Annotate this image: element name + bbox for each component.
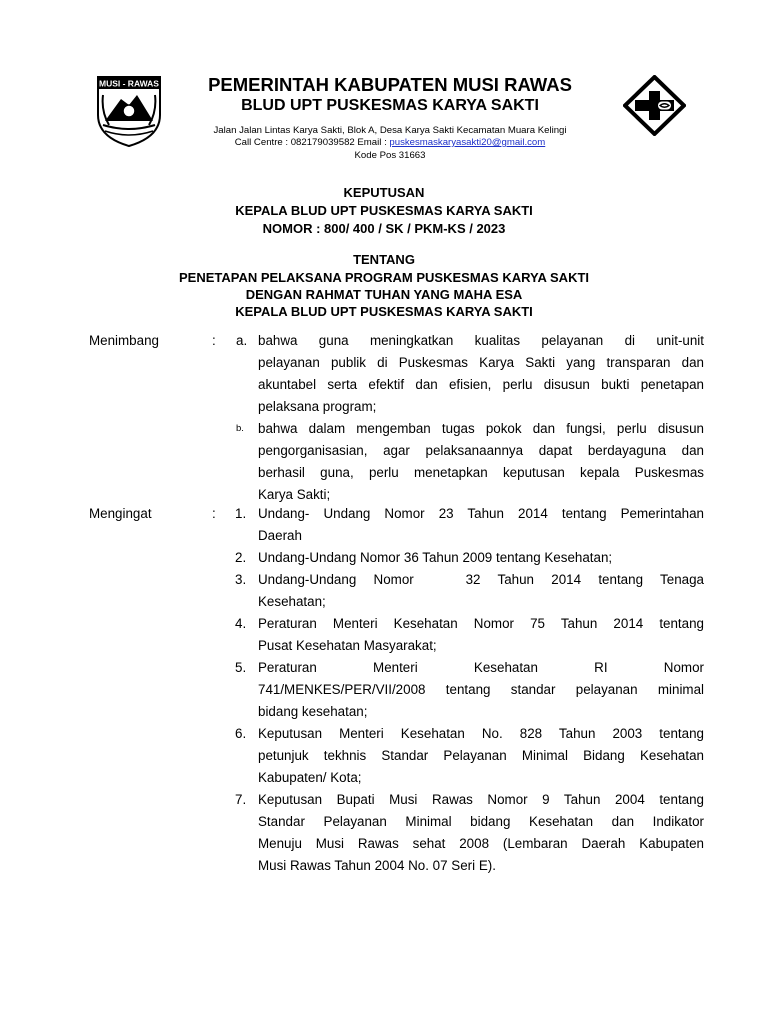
item-marker: 1. xyxy=(235,506,247,521)
text-line: bahwa guna meningkatkan kualitas pelayanan di unit-unit xyxy=(258,333,704,348)
about-issuer: KEPALA BLUD UPT PUSKESMAS KARYA SAKTI xyxy=(235,304,533,319)
text-line: pelayanan publik di Puskesmas Karya Sakti yang transparan dan xyxy=(258,355,704,370)
text-line: Kabupaten/ Kota; xyxy=(258,770,362,785)
item-text xyxy=(258,418,704,506)
text-line: berhasil guna, perlu menetapkan keputusan kepala Puskesmas xyxy=(258,465,704,480)
text-line: bidang kesehatan; xyxy=(258,704,368,719)
letterhead-address: Jalan Jalan Lintas Karya Sakti, Blok A, Desa Karya Sakti Kecamatan Muara Kelingi xyxy=(213,125,567,136)
item-text xyxy=(258,330,704,418)
text-line: Menuju Musi Rawas sehat 2008 (Lembaran Daerah Kabupaten xyxy=(258,836,704,851)
text-line: Standar Pelayanan Minimal bidang Kesehatan dan Indikator xyxy=(258,814,704,829)
text-line: Kesehatan; xyxy=(258,594,326,609)
item-text xyxy=(258,569,704,613)
text-line: Undang- Undang Nomor 23 Tahun 2014 tentang Pemerintahan xyxy=(258,506,704,521)
about-label: TENTANG xyxy=(353,252,415,267)
item-marker: a. xyxy=(236,333,248,348)
item-marker: 6. xyxy=(235,726,247,741)
text-line: Undang-Undang Nomor 36 Tahun 2009 tentang Kesehatan; xyxy=(258,550,613,565)
svg-text:MUSI - RAWAS: MUSI - RAWAS xyxy=(99,78,159,89)
text-line: Peraturan Menteri Kesehatan RI Nomor xyxy=(258,660,704,675)
about-subject: PENETAPAN PELAKSANA PROGRAM PUSKESMAS KARYA SAKTI xyxy=(178,270,590,285)
text-line: Musi Rawas Tahun 2004 No. 07 Seri E). xyxy=(258,858,496,873)
decree-issuer: KEPALA BLUD UPT PUSKESMAS KARYA SAKTI xyxy=(235,203,533,218)
item-text xyxy=(258,503,704,547)
menimbang-label: Menimbang xyxy=(89,333,159,348)
mengingat-label: Mengingat xyxy=(89,506,152,521)
about-grace: DENGAN RAHMAT TUHAN YANG MAHA ESA xyxy=(245,287,523,302)
text-line: bahwa dalam mengemban tugas pokok dan fungsi, perlu disusun xyxy=(258,421,704,436)
text-line: Keputusan Menteri Kesehatan No. 828 Tahun 2003 tentang xyxy=(258,726,704,741)
email-link[interactable]: puskesmaskaryasakti20@gmail.com xyxy=(389,137,546,148)
text-line: pelaksana program; xyxy=(258,399,377,414)
text-line: petunjuk tekhnis Standar Pelayanan Minimal Bidang Kesehatan xyxy=(258,748,704,763)
item-marker: 4. xyxy=(235,616,247,631)
item-marker: 2. xyxy=(235,550,247,565)
text-line: pengorganisasian, agar pelaksanaannya dapat berdayaguna dan xyxy=(258,443,704,458)
decree-title: KEPUTUSAN xyxy=(343,185,425,200)
item-marker: 5. xyxy=(235,660,247,675)
text-line: Daerah xyxy=(258,528,302,543)
letterhead-postcode: Kode Pos 31663 xyxy=(354,150,426,161)
letterhead-subtitle: BLUD UPT PUSKESMAS KARYA SAKTI xyxy=(241,97,539,114)
menimbang-colon: : xyxy=(212,333,216,348)
mengingat-colon: : xyxy=(212,506,216,521)
item-marker: 7. xyxy=(235,792,247,807)
text-line: Undang-Undang Nomor 32 Tahun 2014 tentang Tenaga xyxy=(258,572,704,587)
letterhead-title: PEMERINTAH KABUPATEN MUSI RAWAS xyxy=(208,74,572,95)
item-text xyxy=(258,723,704,789)
text-line: 741/MENKES/PER/VII/2008 tentang standar pelayanan minimal xyxy=(258,682,704,697)
item-text xyxy=(258,547,704,569)
text-line: Keputusan Bupati Musi Rawas Nomor 9 Tahun 2004 tentang xyxy=(258,792,704,807)
decree-number: NOMOR : 800/ 400 / SK / PKM-KS / 2023 xyxy=(262,221,506,236)
item-marker: 3. xyxy=(235,572,247,587)
letterhead-contact xyxy=(170,137,610,149)
text-line: akuntabel serta efektif dan efisien, perlu disusun bukti penetapan xyxy=(258,377,704,392)
puskesmas-logo-icon xyxy=(623,75,686,136)
text-line: Pusat Kesehatan Masyarakat; xyxy=(258,638,437,653)
musi-rawas-emblem-icon xyxy=(95,75,163,147)
text-line: Karya Sakti; xyxy=(258,487,331,502)
call-centre-text: Call Centre : 082179039582 Email : xyxy=(234,137,390,148)
item-text xyxy=(258,657,704,723)
item-marker: b. xyxy=(236,423,244,434)
item-text xyxy=(258,789,704,877)
item-text xyxy=(258,613,704,657)
text-line: Peraturan Menteri Kesehatan Nomor 75 Tahun 2014 tentang xyxy=(258,616,704,631)
